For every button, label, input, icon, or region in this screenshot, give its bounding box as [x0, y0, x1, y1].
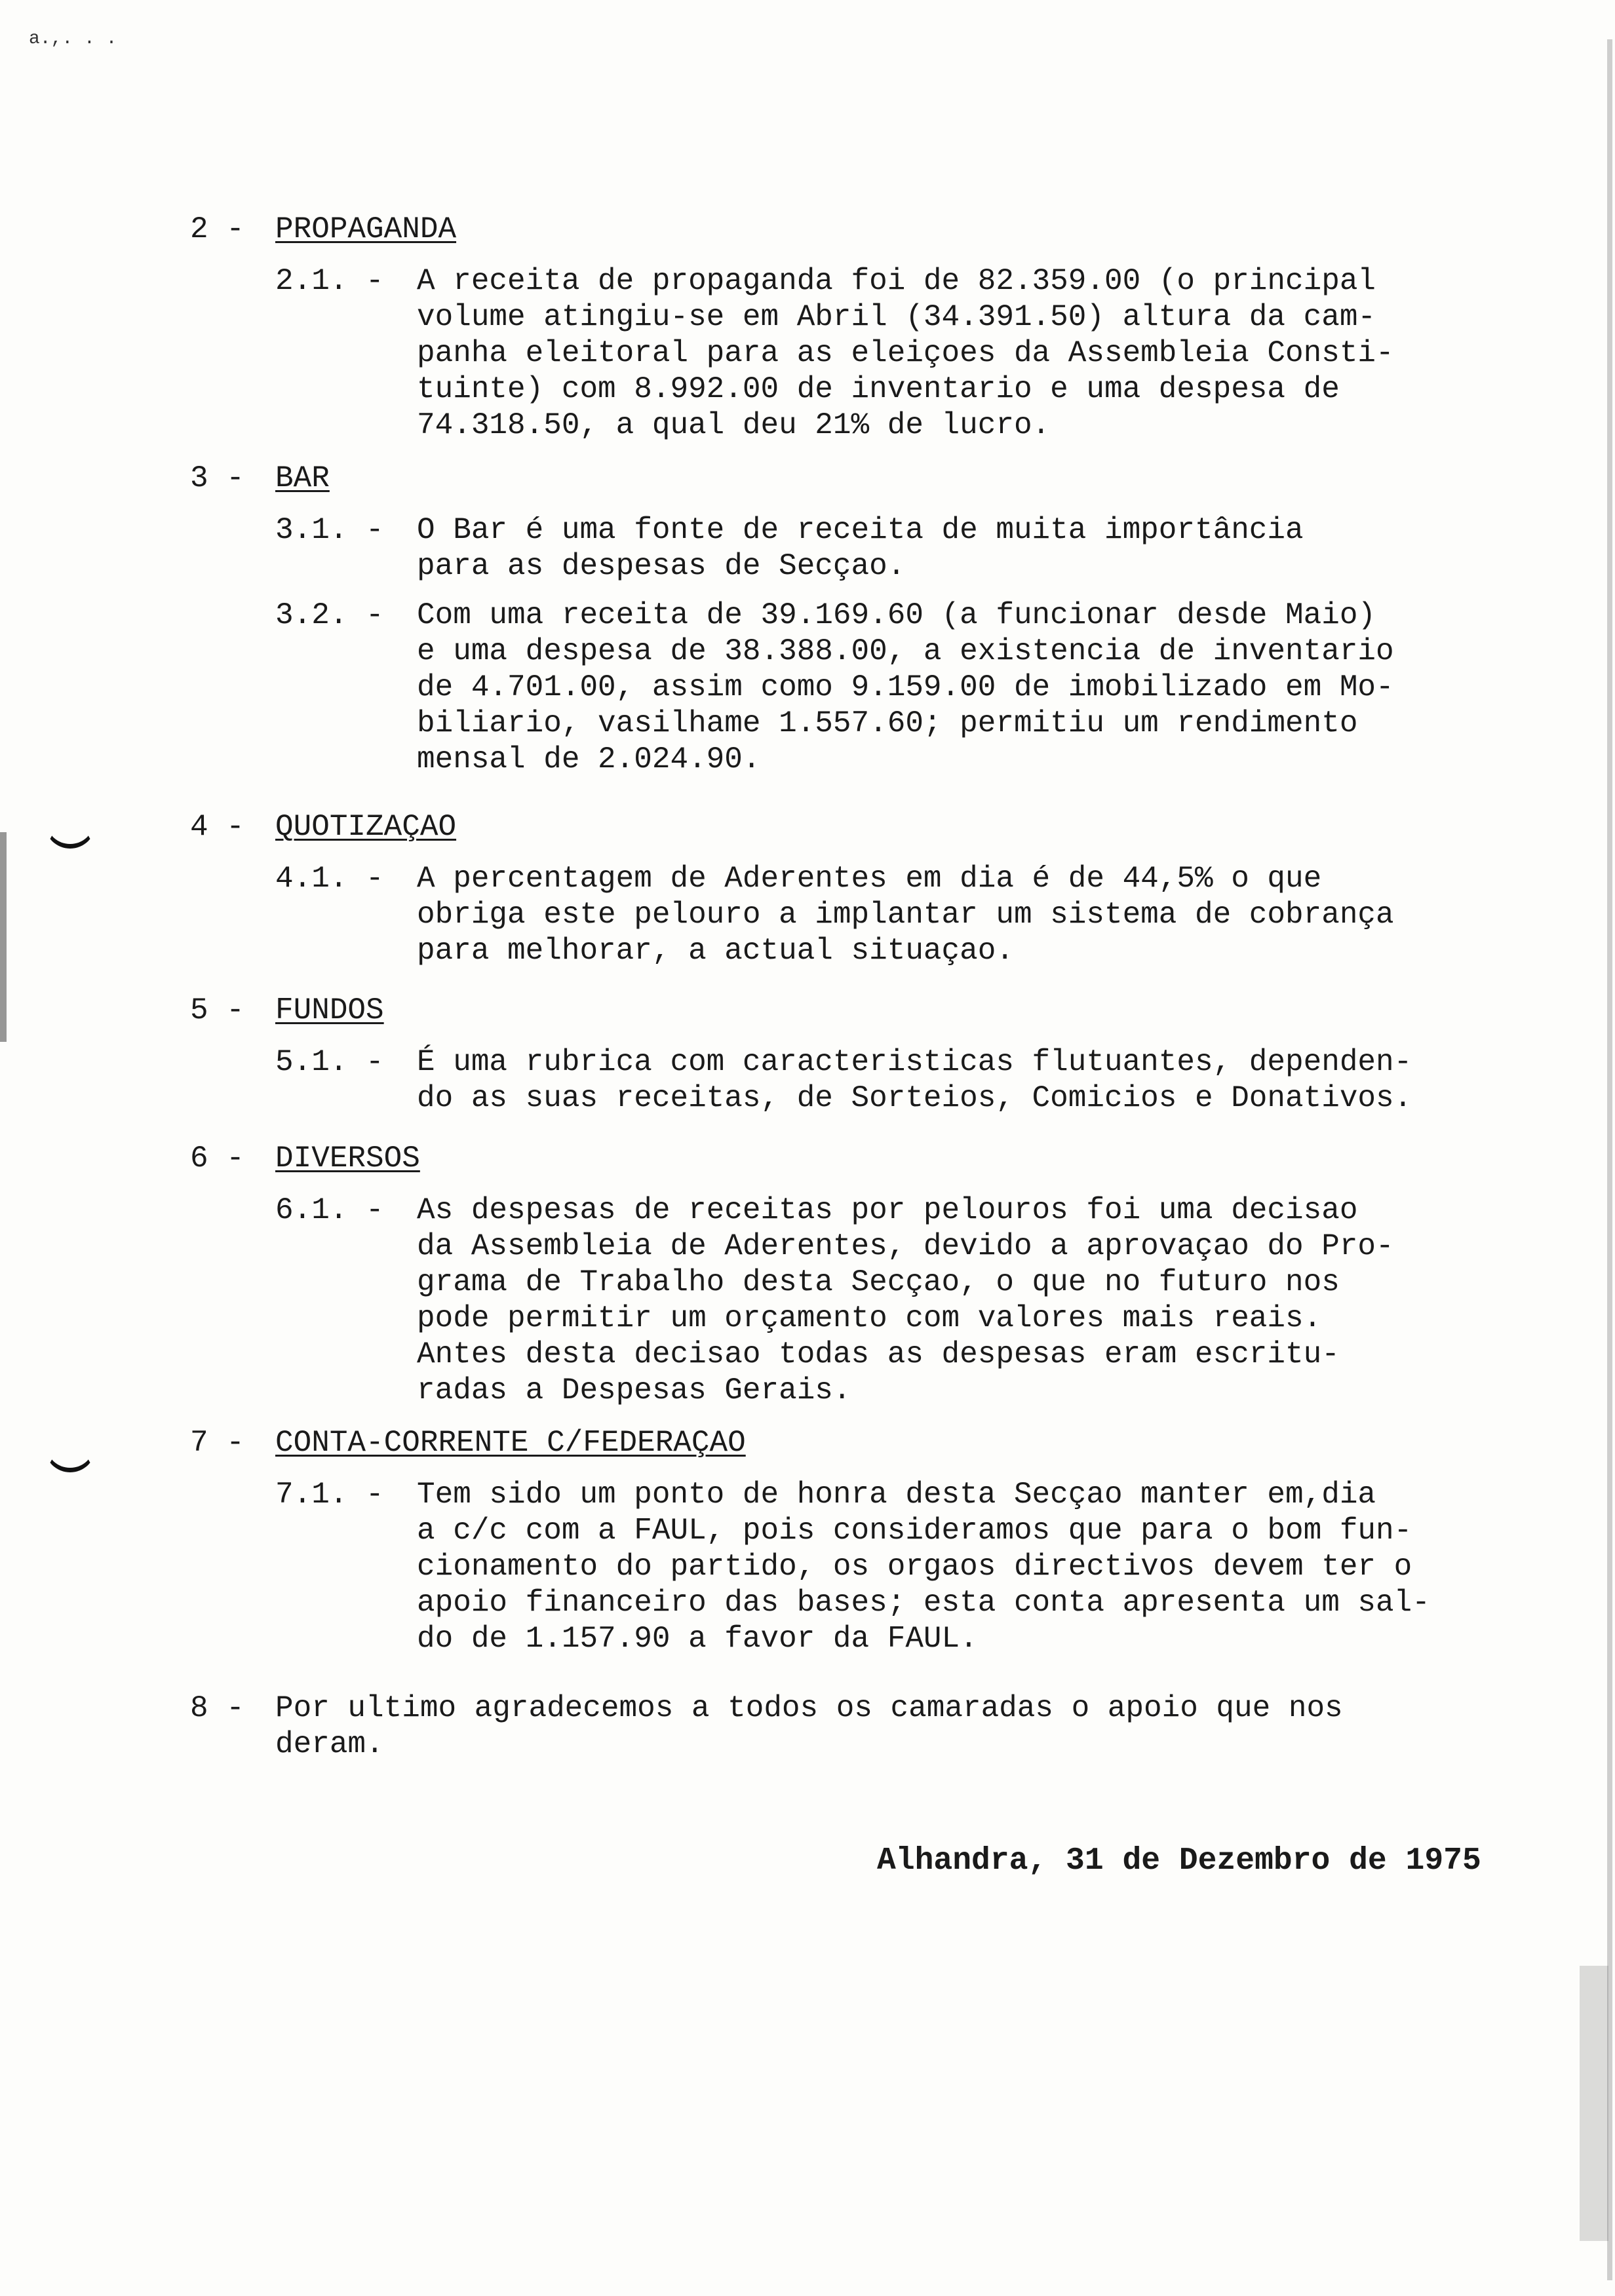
- section-item: [275, 512, 1540, 584]
- item-text: O Bar é uma fonte de receita de muita importância para as despesas de Secçao.: [417, 513, 1304, 583]
- section-item: [275, 861, 1540, 969]
- closing-paragraph: [190, 1691, 1540, 1763]
- section-bar: [190, 460, 1540, 778]
- section-propaganda: [190, 211, 1540, 444]
- section-item: [275, 1044, 1540, 1117]
- section-number: 5 -: [190, 993, 244, 1027]
- section-title: PROPAGANDA: [275, 212, 457, 246]
- section-conta-corrente: [190, 1425, 1540, 1657]
- section-number: 2 -: [190, 212, 244, 246]
- corner-mark: a.,. . .: [29, 29, 117, 49]
- section-item: [275, 1477, 1540, 1657]
- right-edge-shadow: [1607, 39, 1612, 2280]
- item-text: As despesas de receitas por pelouros foi uma decisao da Assembleia de Aderentes, devido a aprovaçao do Pro- grama de Trabalho desta Secçao, o que no futuro nos pode permitir um orçamento com valores mais reais. Antes desta decisao todas as despesas eram escritu- radas a Despesas Gerais.: [417, 1193, 1394, 1407]
- section-number: 6 -: [190, 1141, 244, 1176]
- section-diversos: [190, 1140, 1540, 1409]
- item-number: 4.1. -: [275, 862, 384, 896]
- section-title: QUOTIZAÇAO: [275, 810, 457, 844]
- section-title: BAR: [275, 461, 330, 495]
- section-number: 4 -: [190, 810, 244, 844]
- section-fundos: [190, 992, 1540, 1117]
- item-text: Tem sido um ponto de honra desta Secçao manter em,dia a c/c com a FAUL, pois consideramos que para o bom fun- cionamento do partido, os orgaos directivos devem ter o apoio financeiro das bases; esta conta apresenta um sal- do de 1.157.90 a favor da FAUL.: [417, 1478, 1430, 1656]
- item-number: 5.1. -: [275, 1045, 384, 1079]
- section-number: 3 -: [190, 461, 244, 495]
- section-item: [275, 598, 1540, 778]
- section-item: [275, 1193, 1540, 1409]
- section-item: [275, 263, 1540, 444]
- item-number: 3.2. -: [275, 598, 384, 632]
- item-number: 7.1. -: [275, 1478, 384, 1512]
- right-edge-noise: [1580, 1966, 1608, 2241]
- section-title: CONTA-CORRENTE C/FEDERAÇAO: [275, 1426, 746, 1460]
- item-text: Com uma receita de 39.169.60 (a funcionar desde Maio) e uma despesa de 38.388.00, a existencia de inventario de 4.701.00, assim como 9.159.00 de imobilizado em Mo- biliario, vasilhame 1.557.60; permitiu um rendimento mensal de 2.024.90.: [417, 598, 1394, 776]
- section-number: 7 -: [190, 1426, 244, 1460]
- item-text: É uma rubrica com caracteristicas flutuantes, dependen- do as suas receitas, de Sorteios, Comicios e Donativos.: [417, 1045, 1412, 1115]
- item-number: 6.1. -: [275, 1193, 384, 1227]
- punch-hole-bottom: [45, 1436, 96, 1472]
- closing-text: Por ultimo agradecemos a todos os camaradas o apoio que nos deram.: [275, 1691, 1343, 1761]
- section-quotizacao: [190, 809, 1540, 969]
- item-text: A percentagem de Aderentes em dia é de 44,5% o que obriga este pelouro a implantar um sistema de cobrança para melhorar, a actual situaçao.: [417, 862, 1394, 968]
- section-title: DIVERSOS: [275, 1141, 420, 1176]
- punch-hole-top: [45, 813, 96, 849]
- left-edge-shadow: [0, 832, 7, 1042]
- section-title: FUNDOS: [275, 993, 384, 1027]
- section-number: 8 -: [190, 1691, 244, 1725]
- item-text: A receita de propaganda foi de 82.359.00 (o principal volume atingiu-se em Abril (34.391.50) altura da cam- panha eleitoral para as eleiçoes da Assembleia Consti- tuinte) com 8.992.00 de inventario e uma despesa de 74.318.50, a qual deu 21% de lucro.: [417, 264, 1394, 442]
- place-date: Alhandra, 31 de Dezembro de 1975: [877, 1843, 1481, 1879]
- item-number: 3.1. -: [275, 513, 384, 547]
- item-number: 2.1. -: [275, 264, 384, 298]
